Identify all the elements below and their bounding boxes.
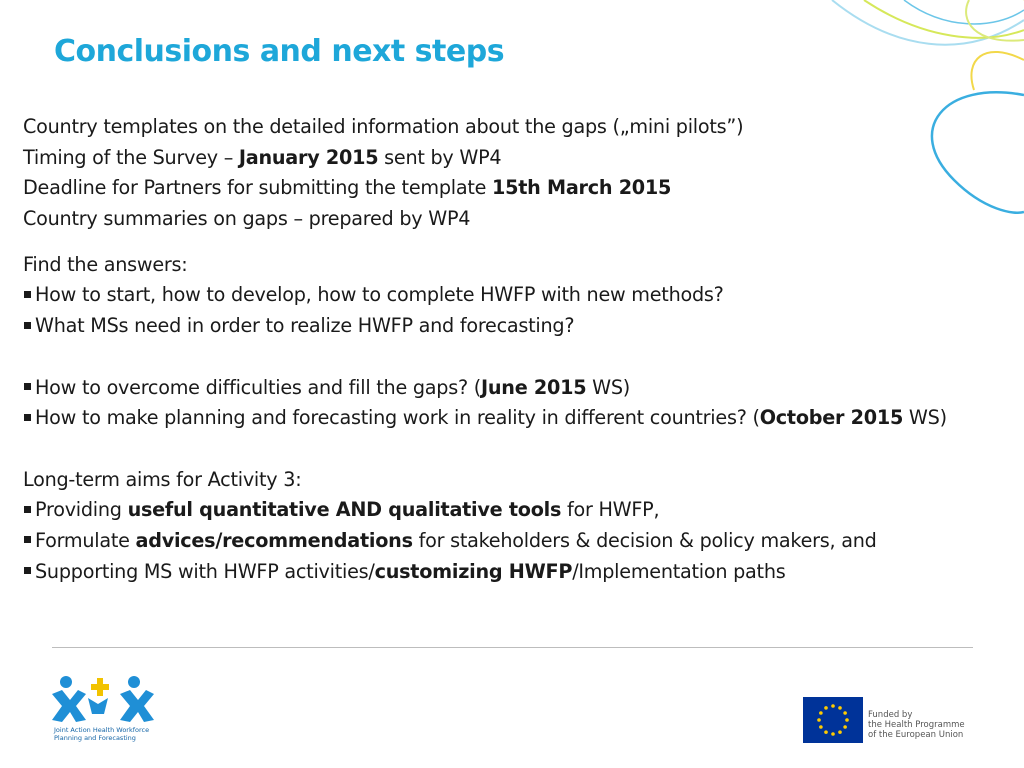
list-item: How to make planning and forecasting work in reality in different countries? (October 2015 WS) (23, 403, 1024, 434)
bullet-icon (24, 536, 31, 543)
eu-star-icon (817, 718, 821, 722)
bullet-icon (24, 322, 31, 329)
list-item: Supporting MS with HWFP activities/customizing HWFP/Implementation paths (23, 557, 1024, 588)
eu-star-icon (843, 711, 847, 715)
list-item: Formulate advices/recommendations for stakeholders & decision & policy makers, and (23, 526, 1024, 557)
text-line: Deadline for Partners for submitting the template 15th March 2015 (23, 176, 672, 200)
eu-star-icon (845, 718, 849, 722)
text-line: Timing of the Survey – January 2015 sent by WP4 (23, 145, 502, 169)
eu-star-icon (838, 730, 842, 734)
eu-star-icon (831, 732, 835, 736)
list-item: Providing useful quantitative AND qualitative tools for HWFP, (23, 495, 1024, 526)
list-item: What MSs need in order to realize HWFP and forecasting? (23, 311, 1024, 342)
section-heading: Find the answers: (23, 252, 188, 276)
eu-star-icon (819, 725, 823, 729)
bullet-icon (24, 567, 31, 574)
eu-flag-icon (803, 697, 863, 743)
eu-star-icon (831, 704, 835, 708)
bullet-icon (24, 506, 31, 513)
joint-action-logo-text: Joint Action Health Workforce Planning and Forecasting (54, 726, 150, 742)
bullet-icon (24, 383, 31, 390)
eu-star-icon (843, 725, 847, 729)
text-line: Country summaries on gaps – prepared by WP4 (23, 207, 471, 231)
bullet-icon (24, 414, 31, 421)
section-heading: Long-term aims for Activity 3: (23, 467, 302, 491)
eu-funding-text: Funded by the Health Programme of the European Union (868, 710, 965, 740)
eu-star-icon (824, 706, 828, 710)
footer-divider (52, 647, 973, 648)
slide-body (23, 112, 1024, 587)
page-title: Conclusions and next steps (54, 34, 505, 69)
list-item: How to start, how to develop, how to complete HWFP with new methods? (23, 280, 1024, 311)
eu-star-icon (824, 730, 828, 734)
eu-star-icon (819, 711, 823, 715)
bullet-icon (24, 291, 31, 298)
eu-star-icon (838, 706, 842, 710)
list-item: How to overcome difficulties and fill the gaps? (June 2015 WS) (23, 373, 1024, 404)
text-line: Country templates on the detailed information about the gaps („mini pilots”) (23, 115, 744, 138)
